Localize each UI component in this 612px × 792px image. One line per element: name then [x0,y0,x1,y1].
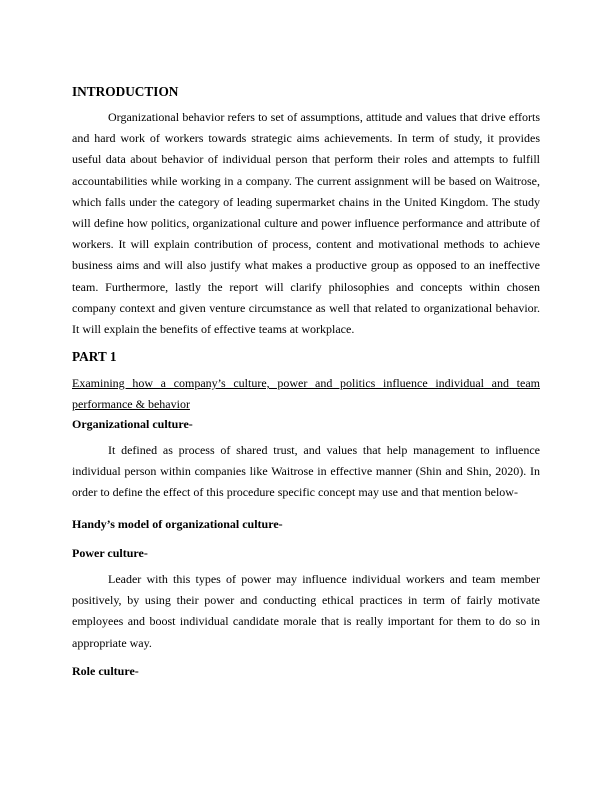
organizational-culture-paragraph: It defined as process of shared trust, and values that help management to influence individual person within companies like Waitrose in effective manner (Shin and Shin, 2020). In order to define the effect of this procedure specific concept may use and that mention below- [72,443,540,500]
part1-subtitle: Examining how a company’s culture, power and politics influence individual and team performance & behavior [72,376,540,411]
role-culture-heading: Role culture- [72,664,139,678]
handy-model-heading: Handy’s model of organizational culture- [72,517,283,531]
part1-heading: PART 1 [72,349,117,364]
power-culture-paragraph: Leader with this types of power may influence individual workers and team member positively, by using their power and conducting ethical practices in term of fairly motivate employees and boost individual candidate morale that is really important for them to do so in appropriate way. [72,572,540,650]
organizational-culture-heading: Organizational culture- [72,417,193,431]
power-culture-heading: Power culture- [72,546,148,560]
introduction-heading: INTRODUCTION [72,84,179,99]
introduction-paragraph: Organizational behavior refers to set of assumptions, attitude and values that drive efforts and hard work of workers towards strategic aims achievements. In term of study, it provides useful data about behavior of individual person that perform their roles and attempts to fulfill accountabilities while working in a company. The current assignment will be based on Waitrose, which falls under the category of leading supermarket chains in the United Kingdom. The study will define how politics, organizational culture and power influence performance and attribute of workers. It will explain contribution of process, content and motivational methods to achieve business aims and will also justify what makes a productive group as opposed to an ineffective team. Furthermore, lastly the report will clarify philosophies and concepts within chosen company context and given venture circumstance as well that related to organizational behavior. It will explain the benefits of effective teams at workplace. [72,110,540,337]
